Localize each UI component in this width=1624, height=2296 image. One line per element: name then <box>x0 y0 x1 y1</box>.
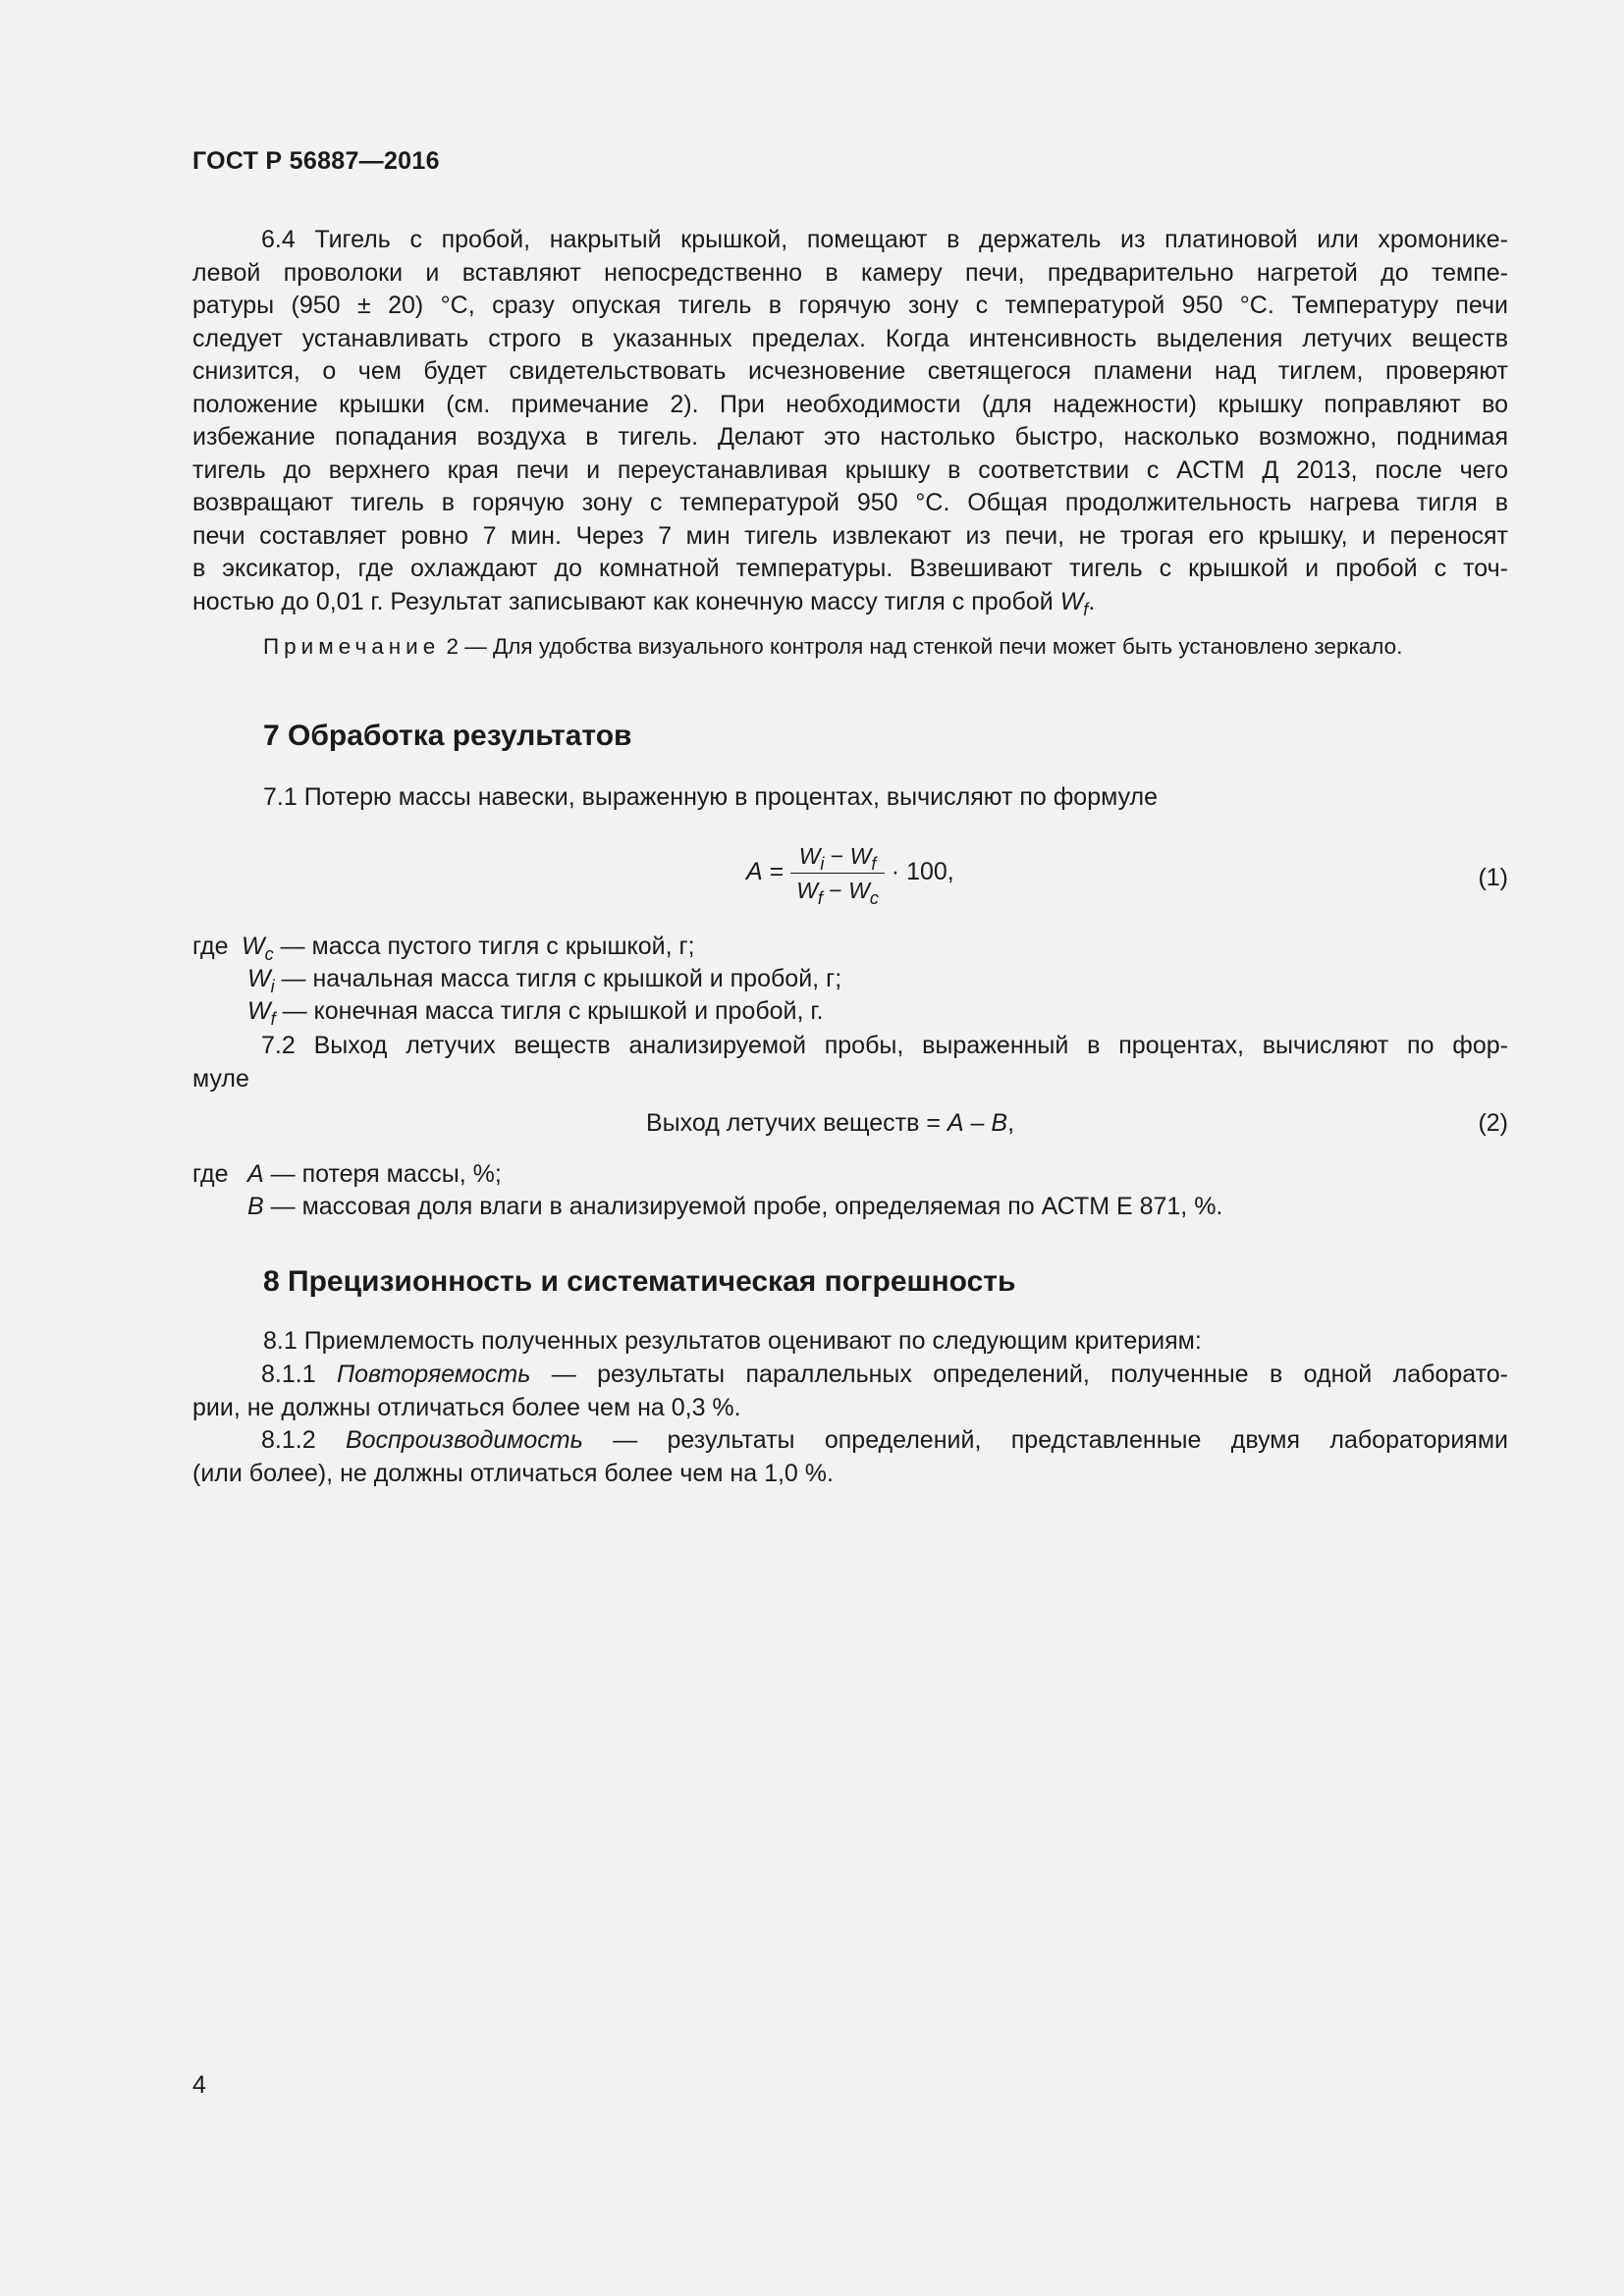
document-header: ГОСТ Р 56887—2016 <box>192 147 440 175</box>
paragraph-line: избежание попадания воздуха в тигель. Делают это настолько быстро, насколько возможно, поднимая <box>192 423 1508 451</box>
formula-2: Выход летучих веществ = A – B, <box>646 1109 1015 1137</box>
paragraph-line: снизится, о чем будет свидетельствовать исчезновение светящегося пламени над тиглем, проверяют <box>192 357 1508 385</box>
section-7-title: 7 Обработка результатов <box>263 720 632 752</box>
equation-number-2: (2) <box>1478 1109 1508 1137</box>
paragraph-line: возвращают тигель в горячую зону с температурой 950 °С. Общая продолжительность нагрева тигля в <box>192 489 1508 516</box>
paragraph-line: следует устанавливать строго в указанных пределах. Когда интенсивность выделения летучих веществ <box>192 324 1508 352</box>
paragraph-line: 8.1.2 Воспроизводимость — результаты определений, представленные двумя лабораториями <box>261 1426 1508 1454</box>
formula-1-fraction: $\frac{W_i - W_f}{W_f - W_c}$ <box>790 839 885 907</box>
formula-1: A = $\frac{W_i - W_f}{W_f - W_c}$ · 100, <box>746 839 954 907</box>
paragraph-line: левой проволоки и вставляют непосредственно в камеру печи, предварительно нагретой до темпе- <box>192 258 1508 287</box>
section-8-title: 8 Прецизионность и систематическая погрешность <box>263 1265 1016 1298</box>
paragraph-line: 6.4 Тигель с пробой, накрытый крышкой, помещают в держатель из платиновой или хромонике- <box>261 226 1508 253</box>
paragraph-line: положение крышки (см. примечание 2). При необходимости (для надежности) крышку поправляют во <box>192 390 1508 418</box>
definition-wc: $W_c$ — масса пустого тигля с крышкой, г; <box>242 933 695 964</box>
paragraph-line: ратуры (950 ± 20) °С, сразу опуская тигель в горячую зону с температурой 950 °С. Температуру печи <box>192 292 1508 319</box>
definition-b: B — массовая доля влаги в анализируемой пробе, определяемая по АСТМ Е 871, %. <box>247 1193 1223 1220</box>
paragraph-line: рии, не должны отличаться более чем на 0,3 %. <box>192 1393 741 1421</box>
paragraph-6-4 <box>192 224 1508 618</box>
paragraph-8-1-2 <box>192 1424 1508 1490</box>
definition-a: A — потеря массы, %; <box>247 1160 502 1188</box>
definition-wi: $W_i$ — начальная масса тигля с крышкой и пробой, г; <box>247 965 842 996</box>
page-number: 4 <box>192 2071 206 2099</box>
paragraph-line: муле <box>192 1064 249 1093</box>
paragraph-line: (или более), не должны отличаться более чем на 1,0 %. <box>192 1459 834 1487</box>
paragraph-7-2 <box>192 1030 1508 1095</box>
paragraph-8-1: 8.1 Приемлемость полученных результатов оценивают по следующим критериям: <box>263 1327 1202 1355</box>
note-2 <box>263 632 1510 662</box>
equation-number-1: (1) <box>1478 864 1508 891</box>
paragraph-line: в эксикатор, где охлаждают до комнатной температуры. Взвешивают тигель с крышкой и пробой с точ- <box>192 555 1508 582</box>
where-label: где <box>192 1160 229 1188</box>
paragraph-line: печи составляет ровно 7 мин. Через 7 мин тигель извлекают из печи, не трогая его крышку, и переносят <box>192 521 1508 550</box>
where-label: где <box>192 933 229 960</box>
paragraph-last-line: ностью до 0,01 г. Результат записывают как конечную массу тигля с пробой $W_f$. <box>192 587 1096 619</box>
note-label: Примечание <box>263 634 441 659</box>
paragraph-7-1: 7.1 Потерю массы навески, выраженную в процентах, вычисляют по формуле <box>263 783 1159 811</box>
paragraph-8-1-1 <box>192 1359 1508 1424</box>
note-text: 2 — Для удобства визуального контроля над стенкой печи может быть установлено зеркало. <box>446 634 1403 659</box>
definition-wf: $W_f$ — конечная масса тигля с крышкой и пробой, г. <box>247 997 824 1029</box>
paragraph-line: 8.1.1 Повторяемость — результаты параллельных определений, полученные в одной лаборато- <box>261 1361 1508 1388</box>
paragraph-line: 7.2 Выход летучих веществ анализируемой пробы, выраженный в процентах, вычисляют по фор- <box>261 1032 1508 1059</box>
paragraph-line: тигель до верхнего края печи и переустанавливая крышку в соответствии с АСТМ Д 2013, после чего <box>192 455 1508 484</box>
